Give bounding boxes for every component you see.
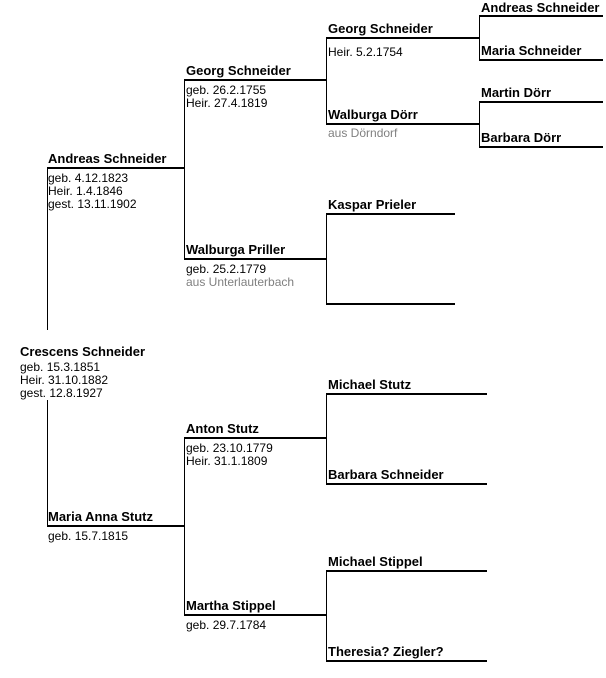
person-underline xyxy=(326,483,487,485)
person-underline xyxy=(326,123,480,125)
person-name[interactable]: Crescens Schneider xyxy=(20,344,146,359)
person-underline xyxy=(184,437,327,439)
person-name[interactable]: Maria Anna Stutz xyxy=(48,509,153,524)
person-underline xyxy=(326,303,455,305)
person-underline xyxy=(479,59,603,61)
descent-line-schneider-branch xyxy=(184,79,185,260)
person-underline xyxy=(326,660,487,662)
person-name[interactable]: Kaspar Prieler xyxy=(328,197,417,212)
person-name[interactable]: Martha Stippel xyxy=(186,598,276,613)
person-name[interactable]: Maria Schneider xyxy=(481,43,582,58)
person-underline xyxy=(184,614,327,616)
person-details xyxy=(48,172,137,211)
person-name[interactable]: Georg Schneider xyxy=(328,21,433,36)
person-details xyxy=(328,46,403,59)
person-detail: geb. 15.3.1851 xyxy=(20,360,101,374)
person-detail: geb. 15.7.1815 xyxy=(48,529,129,543)
person-underline xyxy=(184,79,327,81)
person-details xyxy=(328,127,397,140)
person-underline xyxy=(479,146,603,148)
descent-line-stutz-bracket xyxy=(326,393,327,485)
person-detail: geb. 25.2.1779 xyxy=(186,262,267,276)
person-underline xyxy=(326,37,480,39)
person-detail-origin: aus Unterlauterbach xyxy=(186,275,295,289)
person-detail: Heir. 31.10.1882 xyxy=(20,373,109,387)
person-underline xyxy=(184,258,327,260)
person-underline xyxy=(47,525,185,527)
person-detail: geb. 23.10.1779 xyxy=(186,441,273,455)
person-name[interactable]: Andreas Schneider xyxy=(48,151,167,166)
descent-line-stippel-bracket xyxy=(326,570,327,662)
person-details xyxy=(20,361,108,400)
person-name[interactable]: Georg Schneider xyxy=(186,63,291,78)
person-details xyxy=(48,530,128,543)
person-name[interactable]: Andreas Schneider xyxy=(481,0,600,15)
person-detail: gest. 13.11.1902 xyxy=(48,197,137,211)
person-name[interactable]: Walburga Dörr xyxy=(328,107,418,122)
person-details xyxy=(186,263,294,289)
person-underline xyxy=(479,101,603,103)
person-underline xyxy=(479,15,603,17)
person-name[interactable]: Theresia? Ziegler? xyxy=(328,644,444,659)
person-detail: Heir. 27.4.1819 xyxy=(186,96,268,110)
person-name[interactable]: Michael Stippel xyxy=(328,554,423,569)
person-detail: Heir. 5.2.1754 xyxy=(328,45,403,59)
person-detail: Heir. 31.1.1809 xyxy=(186,454,268,468)
person-details xyxy=(186,619,266,632)
descent-line-root-lower xyxy=(47,400,48,526)
person-detail: geb. 26.2.1755 xyxy=(186,83,267,97)
person-underline xyxy=(47,167,185,169)
person-name[interactable]: Barbara Schneider xyxy=(328,467,444,482)
person-detail: Heir. 1.4.1846 xyxy=(48,184,123,198)
person-detail-origin: aus Dörndorf xyxy=(328,126,398,140)
person-details xyxy=(186,442,273,468)
person-name[interactable]: Michael Stutz xyxy=(328,377,412,392)
person-name[interactable]: Martin Dörr xyxy=(481,85,552,100)
person-name[interactable]: Walburga Priller xyxy=(186,242,286,257)
person-underline xyxy=(326,393,487,395)
person-details xyxy=(186,84,267,110)
person-detail: gest. 12.8.1927 xyxy=(20,386,103,400)
person-detail: geb. 4.12.1823 xyxy=(48,171,129,185)
person-underline xyxy=(326,570,487,572)
person-name[interactable]: Barbara Dörr xyxy=(481,130,562,145)
person-name[interactable]: Anton Stutz xyxy=(186,421,259,436)
person-detail: geb. 29.7.1784 xyxy=(186,618,267,632)
person-underline xyxy=(326,213,455,215)
